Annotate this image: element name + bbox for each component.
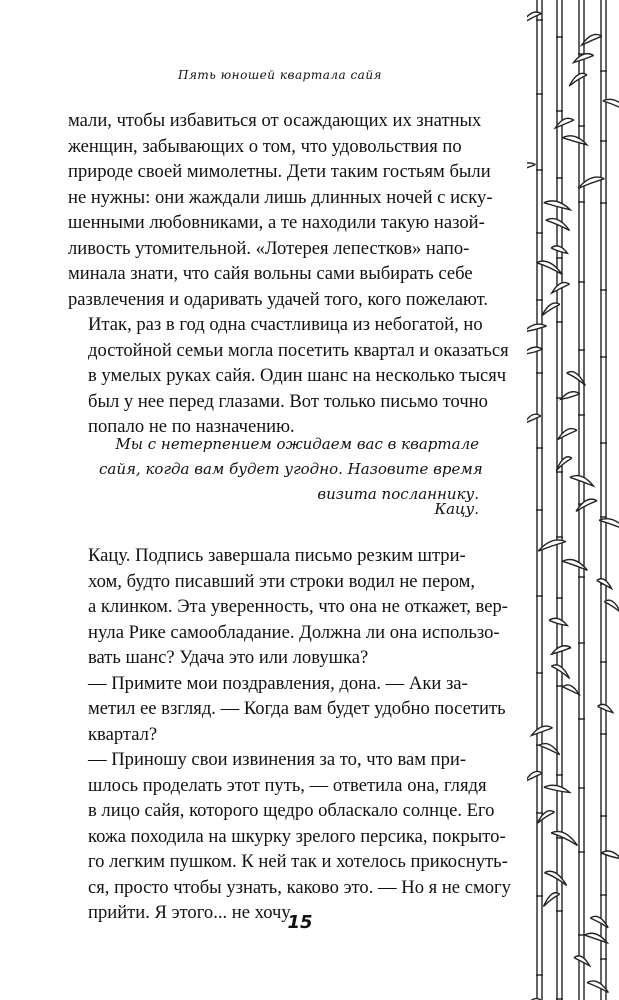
running-title: Пять юношей квартала сайя bbox=[177, 68, 383, 82]
text-line: ся, просто чтобы узнать, каково это. — Но я не смогу bbox=[88, 876, 511, 898]
main-text-top bbox=[68, 108, 520, 440]
text-line: достойной семьи могла посетить квартал и оказаться bbox=[88, 339, 509, 361]
bamboo-border-icon bbox=[527, 0, 619, 1000]
text-line: мали, чтобы избавиться от осаждающих их знатных bbox=[68, 110, 482, 131]
text-line: прийти. Я этого... не хочу. bbox=[88, 902, 294, 923]
text-line: го легким пушком. К ней так и хотелось прикоснуть- bbox=[88, 851, 508, 872]
text-line: шлось проделать этот путь, — ответила она, глядя bbox=[88, 774, 487, 796]
text-line: ливость утомительной. «Лотерея лепестков» напо- bbox=[68, 237, 470, 259]
text-line: в умелых руках сайя. Один шанс на несколько тысяч bbox=[88, 365, 507, 386]
text-line: попало не по назначению. bbox=[88, 416, 295, 437]
letter-line: визита посланнику. bbox=[317, 485, 479, 503]
letter-signature: Кацу. bbox=[434, 500, 479, 518]
text-line: квартал? bbox=[88, 723, 158, 745]
paragraph bbox=[68, 312, 520, 440]
text-line: а клинком. Эта уверенность, что она не откажет, вер- bbox=[88, 596, 508, 617]
text-line: женщин, забывающих о том, что удовольствия по bbox=[68, 135, 462, 157]
text-line: не нужны: они жаждали лишь длинных ночей с иску- bbox=[68, 186, 493, 208]
text-line: развлечения и одаривать удачей того, кого пожелают. bbox=[68, 288, 488, 310]
letter-line: Мы с нетерпением ожидаем вас в квартале bbox=[115, 435, 479, 453]
text-line: в лицо сайя, которого щедро обласкало солнце. Его bbox=[88, 800, 495, 821]
letter-quote bbox=[99, 432, 483, 507]
text-line: был у нее перед глазами. Вот только письмо точно bbox=[88, 390, 488, 412]
paragraph bbox=[68, 747, 520, 926]
text-line: кожа походила на шкурку зрелого персика, покрыто- bbox=[88, 825, 506, 847]
text-line: природе своей мимолетны. Дети таким гостьям были bbox=[68, 161, 491, 182]
letter-line: сайя, когда вам будет угодно. Назовите время bbox=[99, 460, 483, 478]
text-line: хом, будто писавший эти строки водил не пером, bbox=[88, 570, 476, 592]
text-line: — Примите мои поздравления, дона. — Аки за- bbox=[88, 672, 468, 694]
text-line: нула Рике самообладание. Должна ли она использо- bbox=[88, 621, 500, 643]
text-line: шенными любовниками, а те находили такую назой- bbox=[68, 212, 485, 233]
paragraph bbox=[68, 671, 520, 748]
paragraph bbox=[68, 108, 520, 312]
text-line: вать шанс? Удача это или ловушка? bbox=[88, 647, 369, 668]
main-text-bottom bbox=[68, 543, 520, 926]
text-line: Кацу. Подпись завершала письмо резким штри- bbox=[88, 545, 466, 566]
text-line: — Приношу свои извинения за то, что вам при- bbox=[88, 749, 467, 770]
text-line: Итак, раз в год одна счастливица из небогатой, но bbox=[88, 314, 483, 335]
text-line: метил ее взгляд. — Когда вам будет удобно посетить bbox=[88, 698, 506, 719]
page-number: 15 bbox=[287, 912, 313, 933]
text-line: минала знати, что сайя вольны сами выбирать себе bbox=[68, 263, 473, 284]
paragraph bbox=[68, 543, 520, 671]
